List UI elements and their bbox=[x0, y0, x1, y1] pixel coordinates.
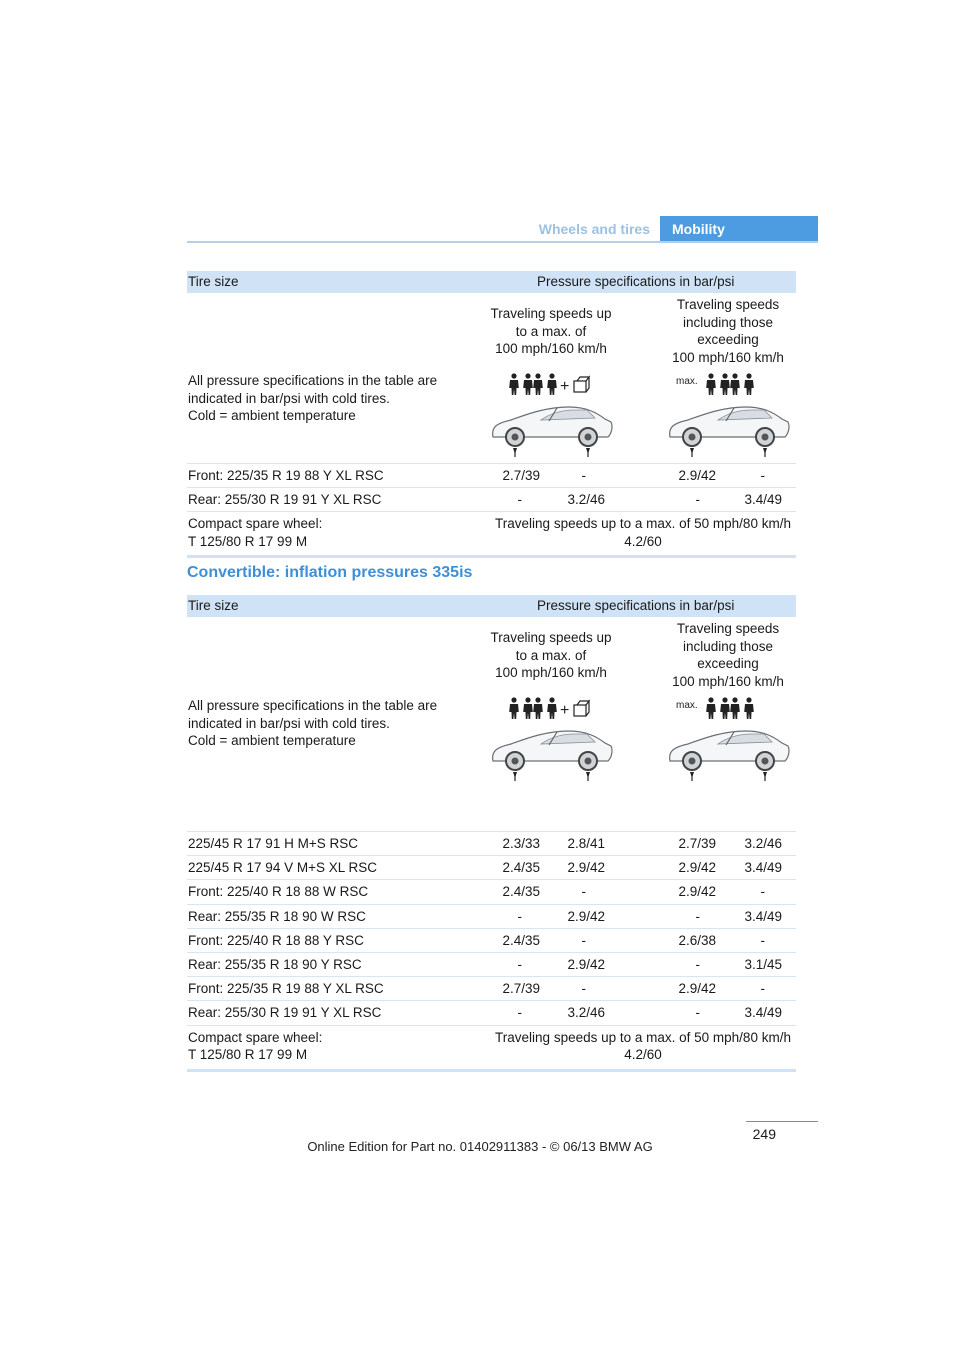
cold-tire-note: All pressure specifications in the table are indicated in bar/psi with cold tires. Cold = ambient temperature bbox=[188, 698, 438, 748]
table-header bbox=[187, 595, 796, 617]
spare-wheel-row: Compact spare wheel: T 125/80 R 17 99 M Traveling speeds up to a max. of 50 mph/80 km/h 4.2/60 bbox=[187, 1026, 796, 1072]
table-subheader bbox=[187, 293, 796, 463]
table-row: 225/45 R 17 94 V M+S XL RSC 2.4/35 2.9/42 2.9/42 3.4/49 bbox=[187, 856, 796, 880]
table-row: Front: 225/35 R 19 88 Y XL RSC 2.7/39 - 2.9/42 - bbox=[187, 977, 796, 1001]
table-row: Front: 225/40 R 18 88 Y RSC 2.4/35 - 2.6/38 - bbox=[187, 929, 796, 953]
footer-edition: Online Edition for Part no. 01402911383 - © 06/13 BMW AG bbox=[307, 1139, 653, 1154]
table-subheader bbox=[187, 617, 796, 809]
col-pressure: Pressure specifications in bar/psi bbox=[537, 274, 735, 289]
table-row: Rear: 255/30 R 19 91 Y XL RSC - 3.2/46 - 3.4/49 bbox=[187, 1001, 796, 1025]
svg-text:max.: max. bbox=[676, 376, 698, 387]
header-chapter-tab: Mobility bbox=[660, 216, 818, 242]
svg-text:+: + bbox=[560, 702, 570, 719]
col-tire-size: Tire size bbox=[188, 274, 239, 289]
section-title: Convertible: inflation pressures 335is bbox=[187, 564, 473, 581]
table-row: Rear: 255/30 R 19 91 Y XL RSC - 3.2/46 - 3.4/49 bbox=[187, 488, 796, 512]
pressure-table-1 bbox=[187, 271, 796, 558]
svg-text:max.: max. bbox=[676, 700, 698, 711]
header-divider bbox=[187, 241, 818, 243]
table-row: Rear: 255/35 R 18 90 W RSC - 2.9/42 - 3.4/49 bbox=[187, 905, 796, 929]
speed-over-100-label: Traveling speeds including those exceeding 100 mph/160 km/h bbox=[672, 297, 784, 365]
table-row: 225/45 R 17 91 H M+S RSC 2.3/33 2.8/41 2.7/39 3.2/46 bbox=[187, 832, 796, 856]
col-pressure: Pressure specifications in bar/psi bbox=[537, 598, 735, 613]
page-number: 249 bbox=[752, 1126, 776, 1142]
speed-up-to-100-label: Traveling speeds up to a max. of 100 mph/160 km/h bbox=[490, 630, 612, 680]
table-row: Front: 225/35 R 19 88 Y XL RSC 2.7/39 - 2.9/42 - bbox=[187, 464, 796, 488]
max-passengers-icon bbox=[664, 371, 794, 463]
passengers-luggage-icon bbox=[487, 695, 617, 787]
page-number-rule bbox=[746, 1121, 818, 1122]
passengers-luggage-icon bbox=[487, 371, 617, 463]
table-body bbox=[187, 832, 796, 1026]
spare-wheel-row: Compact spare wheel: T 125/80 R 17 99 M Traveling speeds up to a max. of 50 mph/80 km/h 4.2/60 bbox=[187, 512, 796, 558]
pressure-table-2 bbox=[187, 595, 796, 1072]
svg-text:+: + bbox=[560, 378, 570, 395]
table-row: Front: 225/40 R 18 88 W RSC 2.4/35 - 2.9/42 - bbox=[187, 880, 796, 904]
speed-up-to-100-label: Traveling speeds up to a max. of 100 mph/160 km/h bbox=[490, 306, 612, 356]
table-row: Rear: 255/35 R 18 90 Y RSC - 2.9/42 - 3.1/45 bbox=[187, 953, 796, 977]
table-header bbox=[187, 271, 796, 293]
col-tire-size: Tire size bbox=[188, 598, 239, 613]
speed-over-100-label: Traveling speeds including those exceeding 100 mph/160 km/h bbox=[672, 621, 784, 689]
max-passengers-icon bbox=[664, 695, 794, 787]
header-section-title: Wheels and tires bbox=[538, 221, 650, 237]
cold-tire-note: All pressure specifications in the table are indicated in bar/psi with cold tires. Cold = ambient temperature bbox=[188, 373, 438, 423]
